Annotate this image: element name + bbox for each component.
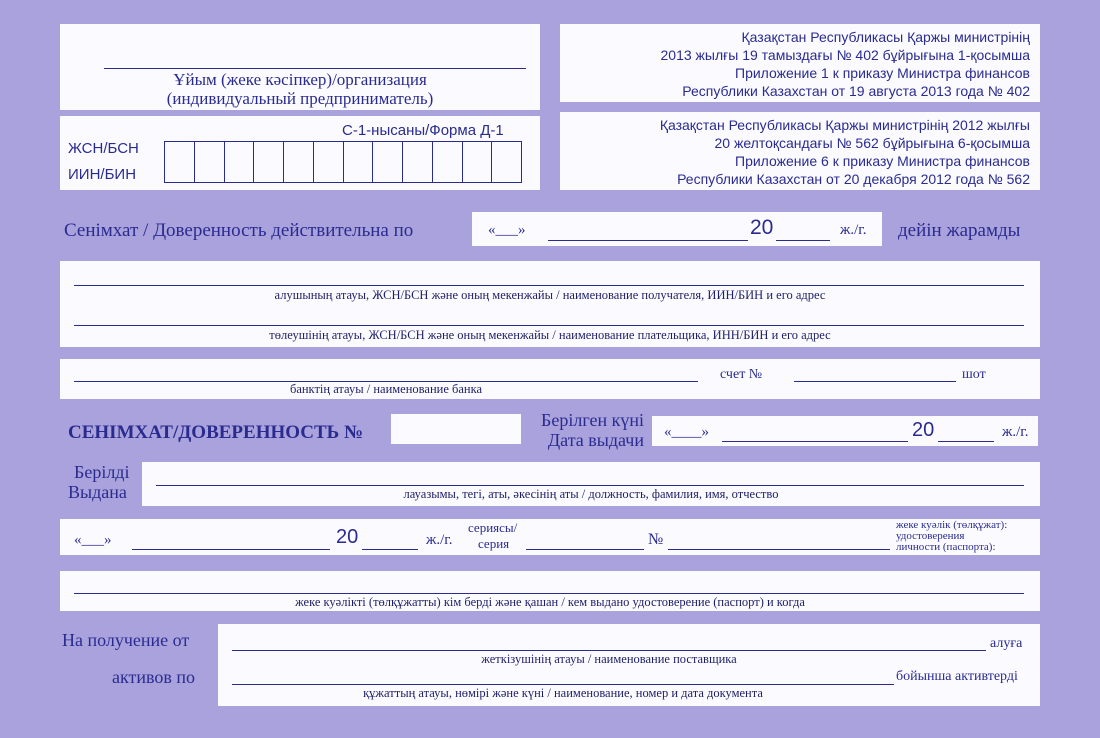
passport-day[interactable]: «___» bbox=[74, 532, 112, 548]
issue-year-suffix: ж./г. bbox=[1002, 424, 1029, 440]
issue-date-label-ru: Дата выдачи bbox=[547, 430, 644, 450]
organization-box bbox=[60, 24, 540, 110]
iin-label-ru: ИИН/БИН bbox=[68, 166, 137, 183]
iin-cell[interactable] bbox=[433, 142, 463, 182]
supplier-line[interactable] bbox=[232, 650, 986, 651]
payer-caption: төлеушінің атауы, ЖСН/БСН және оның мекенжайы / наименование плательщика, ИНН/БИН и его адрес bbox=[269, 328, 831, 342]
issued-to-box bbox=[142, 462, 1040, 506]
iin-cell[interactable] bbox=[344, 142, 374, 182]
issued-by-box bbox=[60, 571, 1040, 611]
iin-cell[interactable] bbox=[492, 142, 521, 182]
organization-label-ru: (индивидуальный предприниматель) bbox=[166, 89, 434, 108]
iin-cell[interactable] bbox=[314, 142, 344, 182]
recipient-line[interactable] bbox=[74, 285, 1024, 286]
validity-date-box bbox=[472, 212, 882, 246]
assets-from-label: На получение от bbox=[62, 630, 190, 650]
validity-year-line[interactable] bbox=[776, 240, 830, 241]
issue-year-line[interactable] bbox=[938, 441, 994, 442]
series-label-ru: серия bbox=[478, 536, 510, 551]
payer-line[interactable] bbox=[74, 325, 1024, 326]
bank-box bbox=[60, 359, 1040, 399]
recipient-payer-box bbox=[60, 261, 1040, 347]
validity-label: Сенімхат / Доверенность действительна по bbox=[64, 220, 414, 241]
assets-by-label: активов по bbox=[112, 667, 196, 687]
recipient-caption: алушының атауы, ЖСН/БСН және оның мекенжайы / наименование получателя, ИИН/БИН и его адрес bbox=[274, 288, 826, 302]
organization-line[interactable] bbox=[104, 68, 526, 69]
iin-input-grid[interactable] bbox=[164, 141, 522, 183]
order1-line4: Республики Казахстан от 19 августа 2013 года № 402 bbox=[682, 83, 1030, 99]
document-caption: құжаттың атауы, нөмірі және күні / наименование, номер и дата документа bbox=[363, 686, 763, 700]
iin-cell[interactable] bbox=[403, 142, 433, 182]
issue-date-box bbox=[652, 416, 1038, 446]
passport-year-suffix: ж./г. bbox=[426, 532, 453, 548]
iin-cell[interactable] bbox=[254, 142, 284, 182]
supplier-caption: жеткізушінің атауы / наименование поставщика bbox=[481, 652, 737, 666]
validity-month-line[interactable] bbox=[548, 240, 748, 241]
order2-line4: Республики Казахстан от 20 декабря 2012 года № 562 bbox=[677, 171, 1030, 187]
issued-to-caption: лауазымы, тегі, аты, әкесінің аты / должность, фамилия, имя, отчество bbox=[403, 487, 779, 501]
organization-label: Ұйым (жеке кәсіпкер)/организация bbox=[173, 70, 427, 89]
issued-by-line[interactable] bbox=[74, 593, 1024, 594]
issue-year-prefix: 20 bbox=[912, 419, 935, 441]
issued-to-label-kz: Берілді bbox=[74, 462, 130, 482]
passport-month-line[interactable] bbox=[132, 549, 330, 550]
passport-year-prefix: 20 bbox=[336, 526, 359, 548]
poa-title: СЕНІМХАТ/ДОВЕРЕННОСТЬ № bbox=[68, 422, 364, 443]
bank-caption: банктің атауы / наименование банка bbox=[289, 382, 483, 396]
passport-number-line[interactable] bbox=[668, 549, 890, 550]
issue-day[interactable]: «____» bbox=[664, 424, 709, 440]
passport-box bbox=[60, 519, 1040, 555]
order2-line2: 20 желтоқсандағы № 562 бұйрығына 6-қосымша bbox=[714, 135, 1030, 151]
order1-line1: Қазақстан Республикасы Қаржы министрінің bbox=[741, 29, 1030, 45]
issued-to-label-ru: Выдана bbox=[68, 482, 127, 502]
order2-line3: Приложение 6 к приказу Министра финансов bbox=[735, 153, 1030, 169]
series-line[interactable] bbox=[526, 549, 644, 550]
id-doc-label-3: личности (паспорта): bbox=[896, 541, 996, 553]
order2-line1: Қазақстан Республикасы Қаржы министрінің 2012 жылғы bbox=[659, 117, 1030, 133]
validity-year-prefix: 20 bbox=[750, 216, 774, 239]
validity-year-suffix: ж./г. bbox=[840, 222, 867, 238]
form-label: С-1-нысаны/Форма Д-1 bbox=[342, 122, 504, 139]
order1-line3: Приложение 1 к приказу Министра финансов bbox=[735, 65, 1030, 81]
id-doc-label-1: жеке куәлік (төлқұжат): bbox=[896, 519, 1008, 531]
document-suffix: бойынша активтерді bbox=[896, 669, 1018, 684]
iin-cell[interactable] bbox=[165, 142, 195, 182]
order-reference-1 bbox=[560, 24, 1040, 102]
issued-by-caption: жеке куәлікті (төлқұжатты) кім берді және қашан / кем выдано удостоверение (паспорт) и когда bbox=[295, 595, 805, 609]
passport-number-label: № bbox=[648, 531, 664, 548]
iin-cell[interactable] bbox=[373, 142, 403, 182]
issued-to-line[interactable] bbox=[156, 485, 1024, 486]
account-label: счет № bbox=[720, 367, 763, 382]
assets-box bbox=[218, 624, 1040, 706]
iin-cell[interactable] bbox=[225, 142, 255, 182]
order-reference-2 bbox=[560, 112, 1040, 190]
iin-box bbox=[60, 116, 540, 190]
validity-suffix: дейін жарамды bbox=[898, 220, 1021, 241]
id-doc-label-2: удостоверения bbox=[896, 530, 965, 542]
iin-label-kz: ЖСН/БСН bbox=[68, 140, 139, 157]
account-suffix: шот bbox=[962, 367, 986, 382]
validity-day[interactable]: «___» bbox=[488, 222, 526, 238]
iin-cell[interactable] bbox=[284, 142, 314, 182]
account-line[interactable] bbox=[794, 381, 956, 382]
supplier-suffix: алуға bbox=[990, 636, 1023, 651]
document-line[interactable] bbox=[232, 684, 894, 685]
series-label-kz: сериясы/ bbox=[468, 520, 518, 535]
iin-cell[interactable] bbox=[195, 142, 225, 182]
poa-number-field[interactable] bbox=[391, 414, 521, 444]
issue-month-line[interactable] bbox=[722, 441, 908, 442]
iin-cell[interactable] bbox=[463, 142, 493, 182]
passport-year-line[interactable] bbox=[362, 549, 418, 550]
issue-date-label-kz: Берілген күні bbox=[541, 410, 644, 430]
order1-line2: 2013 жылғы 19 тамыздағы № 402 бұйрығына 1-қосымша bbox=[660, 47, 1030, 63]
